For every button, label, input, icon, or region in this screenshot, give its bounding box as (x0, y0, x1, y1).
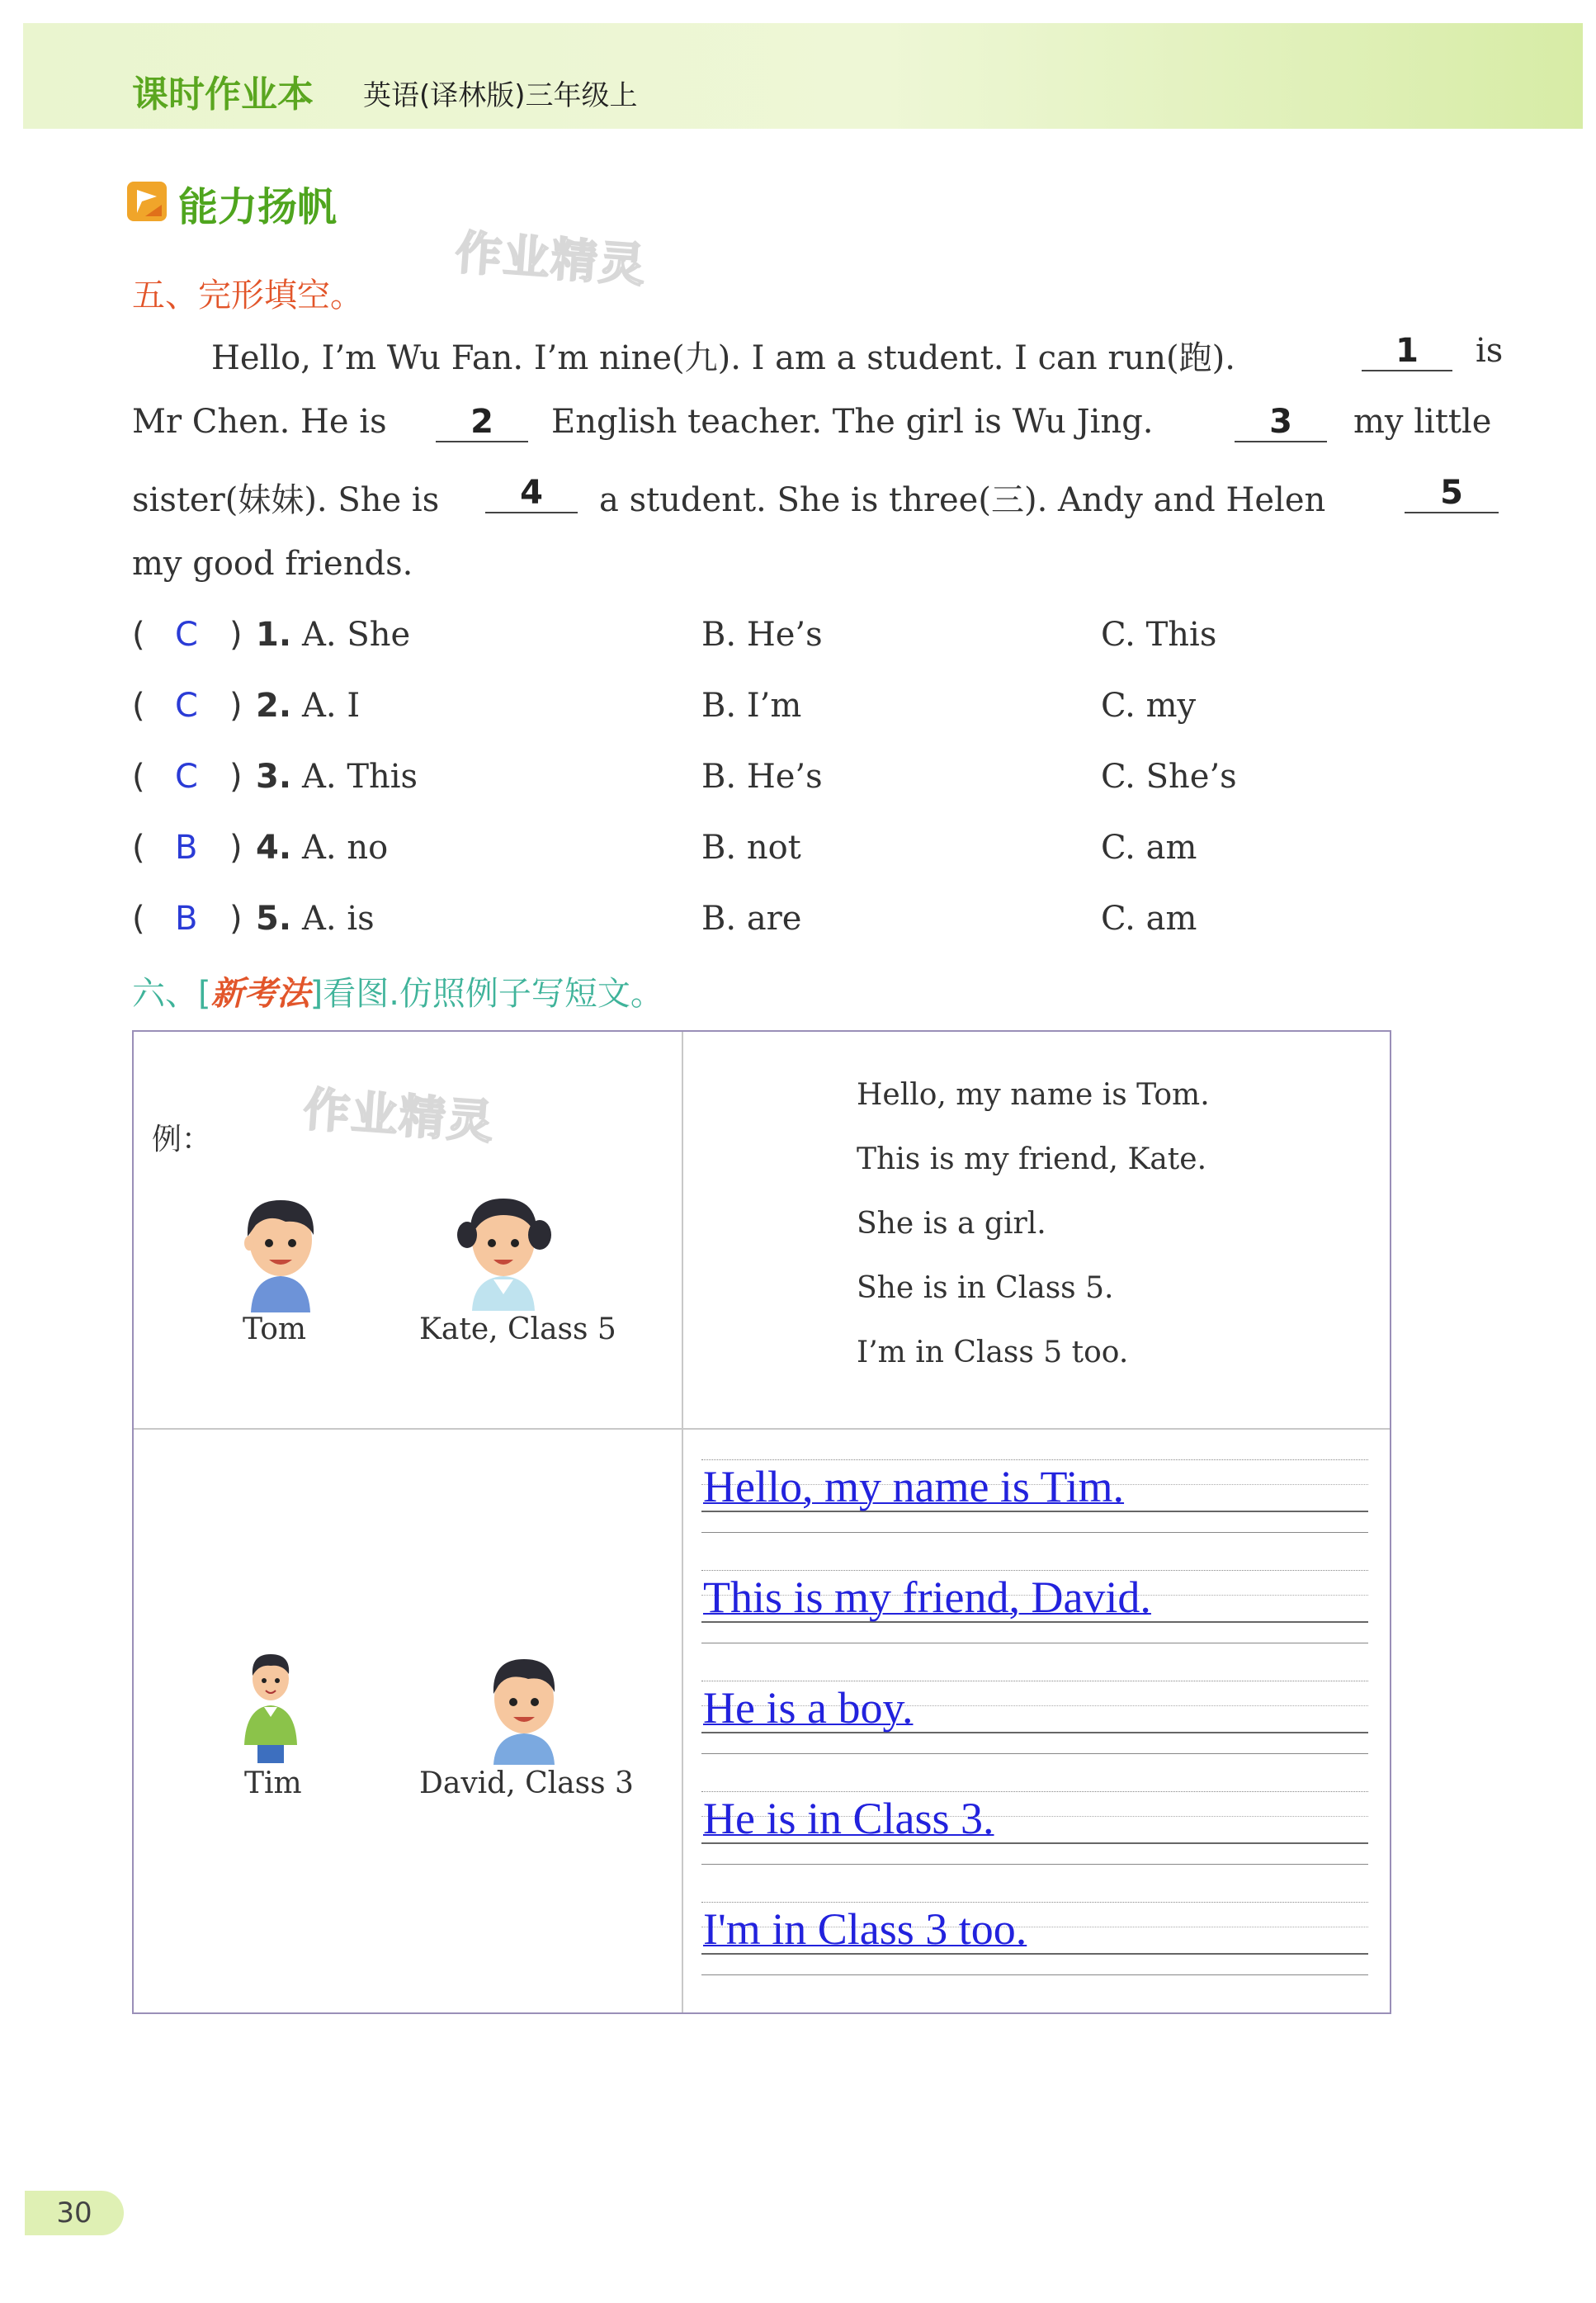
boy-david-illustration (479, 1653, 569, 1765)
option-row-3: ( C ) 3. A. This B. He’s C. She’s (132, 758, 1237, 796)
blank-5: 5 (1405, 474, 1499, 513)
example-line-3: She is a girl. (857, 1207, 1046, 1241)
boy-tom-illustration (233, 1189, 328, 1312)
option-b: B. not (701, 829, 801, 867)
option-a: A. no (302, 829, 389, 867)
passage-text: Mr Chen. He is (132, 403, 387, 441)
q5-passage-line-2 (132, 403, 1502, 452)
caption-david: David, Class 3 (419, 1766, 634, 1800)
option-c: C. She’s (1101, 758, 1237, 796)
example-line-5: I’m in Class 5 too. (857, 1336, 1129, 1369)
answer-4: B (175, 829, 198, 867)
passage-text: is (1476, 332, 1504, 370)
blank-1: 1 (1362, 332, 1452, 371)
blank-3: 3 (1235, 403, 1327, 442)
writing-row-2[interactable] (701, 1562, 1368, 1654)
caption-tim: Tim (244, 1766, 302, 1800)
writing-row-4[interactable] (701, 1783, 1368, 1875)
option-c: C. This (1101, 616, 1217, 654)
q5-passage-line-1 (132, 332, 1502, 381)
section-title: 能力扬帆 (178, 184, 338, 230)
answer-1: C (175, 616, 198, 654)
answer-line-2: This is my friend, David. (703, 1572, 1151, 1622)
caption-kate: Kate, Class 5 (419, 1312, 616, 1346)
blank-4: 4 (485, 474, 578, 513)
example-label: 例： (152, 1123, 212, 1156)
example-line-1: Hello, my name is Tom. (857, 1078, 1210, 1112)
option-b: B. are (701, 900, 802, 938)
option-c: C. am (1101, 829, 1197, 867)
passage-text: a student. She is three(三). Andy and Helen (599, 481, 1326, 519)
option-a: A. I (302, 687, 361, 725)
book-brand: 课时作业本 (132, 73, 314, 116)
example-line-4: She is in Class 5. (857, 1271, 1114, 1305)
passage-text: Hello, I’m Wu Fan. I’m nine(九). I am a student. I can run(跑). (211, 339, 1235, 377)
answer-5: B (175, 900, 198, 938)
question-number: 3. (256, 758, 292, 796)
q5-passage-line-3 (132, 474, 1502, 523)
option-row-5: ( B ) 5. A. is B. are C. am (132, 900, 1197, 938)
new-exam-tag: 新考法 (210, 975, 310, 1013)
boy-tim-illustration (238, 1648, 304, 1763)
question-number: 5. (256, 900, 292, 938)
passage-text: English teacher. The girl is Wu Jing. (551, 403, 1154, 441)
option-c: C. my (1101, 687, 1197, 725)
q5-passage-line-4 (132, 545, 1502, 594)
section-flag-icon (125, 180, 168, 223)
question-number: 1. (256, 616, 292, 654)
writing-row-1[interactable] (701, 1451, 1368, 1544)
answer-2: C (175, 687, 198, 725)
answer-line-1: Hello, my name is Tim. (703, 1462, 1125, 1511)
writing-task-table (132, 1030, 1391, 2014)
option-row-2: ( C ) 2. A. I B. I’m C. my (132, 687, 1197, 725)
caption-tom: Tom (243, 1312, 307, 1346)
option-b: B. He’s (701, 758, 823, 796)
writing-row-3[interactable] (701, 1672, 1368, 1765)
answer-line-5: I'm in Class 3 too. (703, 1904, 1027, 1954)
page-number: 30 (25, 2191, 124, 2235)
q5-heading: 五、完形填空。 (132, 277, 363, 314)
question-number: 4. (256, 829, 292, 867)
option-b: B. I’m (701, 687, 802, 725)
option-a: A. is (302, 900, 375, 938)
answer-line-4: He is in Class 3. (703, 1794, 994, 1843)
q6-heading: 六、[新考法]看图.仿照例子写短文。 (132, 975, 663, 1013)
girl-kate-illustration (447, 1187, 560, 1311)
passage-text: my little (1353, 403, 1492, 441)
example-line-2: This is my friend, Kate. (857, 1142, 1207, 1176)
option-a: A. She (302, 616, 411, 654)
option-c: C. am (1101, 900, 1197, 938)
passage-text: sister(妹妹). She is (132, 481, 440, 519)
answer-line-3: He is a boy. (703, 1683, 914, 1733)
question-number: 2. (256, 687, 292, 725)
answer-3: C (175, 758, 198, 796)
option-row-1: ( C ) 1. A. She B. He’s C. This (132, 616, 1217, 654)
writing-row-5[interactable] (701, 1894, 1368, 1986)
watermark: 作业精灵 (301, 1082, 497, 1151)
watermark: 作业精灵 (453, 225, 649, 294)
option-b: B. He’s (701, 616, 823, 654)
option-row-4: ( B ) 4. A. no B. not C. am (132, 829, 1197, 867)
blank-2: 2 (436, 403, 528, 442)
passage-text: my good friends. (132, 545, 413, 583)
book-subtitle: 英语(译林版)三年级上 (363, 79, 638, 112)
option-a: A. This (302, 758, 418, 796)
